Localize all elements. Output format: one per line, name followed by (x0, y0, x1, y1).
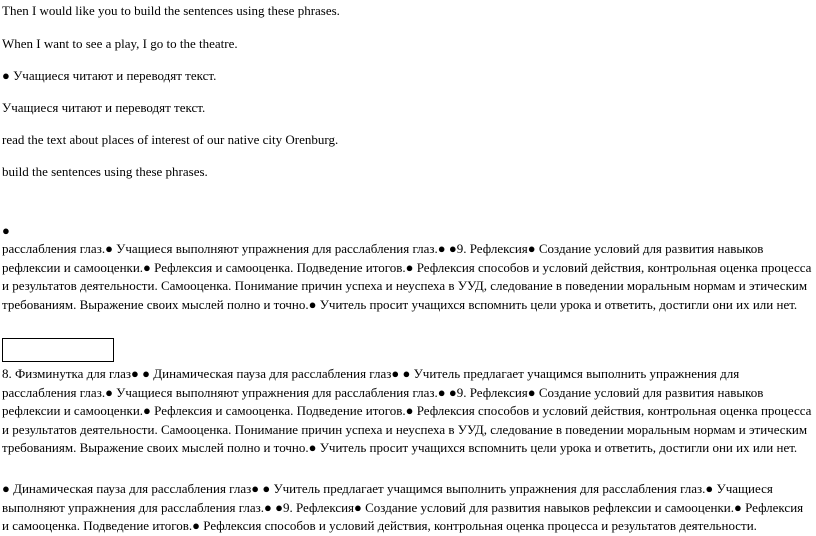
paragraph-1: расслабления глаз.● Учащиеся выполняют упражнения для расслабления глаз.● ●9. Рефлексия● Создание условий для развития навыков рефлексии и самооценки.● Рефлексия и самооценка. Подведение итогов.● Рефлексия способов и условий действия, контрольная оценка процесса и результатов деятельности. Самооценка. Понимание причин успеха и неуспеха в УУД, следование в поведении моральным нормам и этическим требованиям. Выражение своих мыслей полно и точно.● Учитель просит учащихся вспомнить цели урока и ответить, достигли они их или нет. (2, 241, 812, 312)
text-line-3: ● Учащиеся читают и переводят текст. (2, 68, 217, 83)
paragraph-3: ● Динамическая пауза для расслабления глаз● ● Учитель предлагает учащимся выполнить упражнения для расслабления глаз.● Учащиеся выполняют упражнения для расслабления глаз.● ●9. Рефлексия● Создание условий для развития навыков рефлексии и самооценки.● Рефлексия и самооценка. Подведение итогов.● Рефлексия способов и условий действия, контрольная оценка процесса и результатов деятельности. (2, 481, 804, 533)
empty-box (2, 338, 114, 362)
text-line-1: Then I would like you to build the sentences using these phrases. (2, 3, 340, 18)
text-line-4: Учащиеся читают и переводят текст. (2, 100, 206, 115)
text-line-5: read the text about places of interest of our native city Orenburg. (2, 132, 339, 147)
paragraph-2: 8. Физминутка для глаз● ● Динамическая пауза для расслабления глаз● ● Учитель предлагает учащимся выполнить упражнения для расслабления глаз.● Учащиеся выполняют упражнения для расслабления глаз.● ●9. Рефлексия● Создание условий для развития навыков рефлексии и самооценки.● Рефлексия и самооценка. Подведение итогов.● Рефлексия способов и условий действия, контрольная оценка процесса и результатов деятельности. Самооценка. Понимание причин успеха и неуспеха в УУД, следование в поведении моральным нормам и этическим требованиям. Выражение своих мыслей полно и точно.● Учитель просит учащихся вспомнить цели урока и ответить, достигли они их или нет. (2, 366, 812, 455)
text-line-2: When I want to see a play, I go to the theatre. (2, 36, 238, 51)
text-line-6: build the sentences using these phrases. (2, 164, 208, 179)
bullet-line: ● (2, 223, 10, 238)
